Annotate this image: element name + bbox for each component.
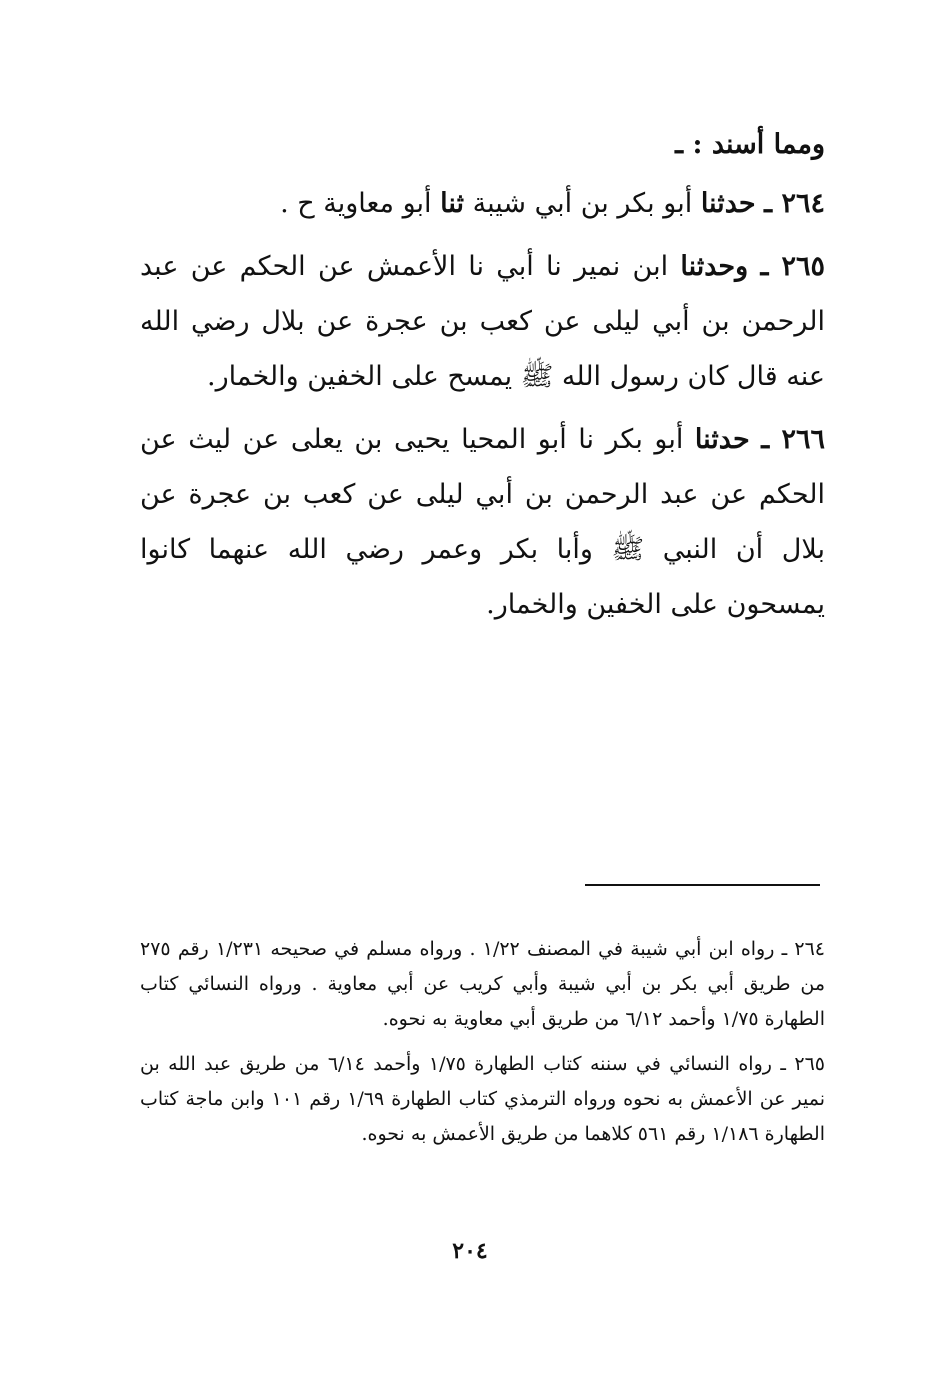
footnote-number: ٢٦٤ ـ	[781, 938, 825, 960]
hadith-text-continued: أبو معاوية ح .	[280, 188, 432, 219]
hadith-lead-word: وحدثنا	[680, 251, 749, 282]
footnote-number: ٢٦٥ ـ	[780, 1053, 825, 1075]
hadith-lead-word: حدثنا	[700, 188, 756, 219]
main-text-block	[140, 122, 825, 640]
hadith-264	[140, 176, 825, 231]
hadith-265	[140, 239, 825, 404]
footnote-divider	[585, 884, 820, 886]
hadith-text: ابن نمير نا أبي نا الأعمش عن الحكم عن عبد الرحمن بن أبي ليلى عن كعب بن عجرة عن بلال رضي الله عنه قال كان رسول الله ﷺ يمسح على الخفين والخمار.	[140, 251, 825, 392]
page-number: ٢٠٤	[452, 1238, 488, 1264]
hadith-text: أبو بكر نا أبو المحيا يحيى بن يعلى عن ليث عن الحكم عن عبد الرحمن بن أبي ليلى عن كعب بن عجرة عن بلال أن النبي ﷺ وأبا بكر وعمر رضي الله عنهما كانوا يمسحون على الخفين والخمار.	[140, 424, 825, 620]
hadith-number: ٢٦٥ ـ	[760, 251, 825, 282]
footnote-265	[140, 1047, 825, 1152]
section-heading: ومما أسند : ـ	[675, 129, 825, 160]
hadith-text: أبو بكر بن أبي شيبة	[472, 188, 693, 219]
footnote-text: رواه النسائي في سننه كتاب الطهارة ١/٧٥ وأحمد ٦/١٤ من طريق عبد الله بن نمير عن الأعمش به نحوه ورواه الترمذي كتاب الطهارة ١/٦٩ رقم ١٠١ وابن ماجة كتاب الطهارة ١/١٨٦ رقم ٥٦١ كلاهما من طريق الأعمش به نحوه.	[140, 1053, 826, 1145]
hadith-number: ٢٦٤ ـ	[764, 188, 825, 219]
footnotes-block	[140, 932, 825, 1162]
hadith-266	[140, 412, 825, 632]
footnote-text: رواه ابن أبي شيبة في المصنف ١/٢٢ . ورواه مسلم في صحيحه ١/٢٣١ رقم ٢٧٥ من طريق أبي بكر بن أبي شيبة وأبي كريب عن أبي معاوية . ورواه النسائي كتاب الطهارة ١/٧٥ وأحمد ٦/١٢ من طريق أبي معاوية به نحوه.	[140, 938, 825, 1030]
hadith-lead-word: حدثنا	[694, 424, 750, 455]
hadith-bold-word: ثنا	[440, 188, 465, 219]
hadith-number: ٢٦٦ ـ	[761, 424, 825, 455]
footnote-264	[140, 932, 825, 1037]
